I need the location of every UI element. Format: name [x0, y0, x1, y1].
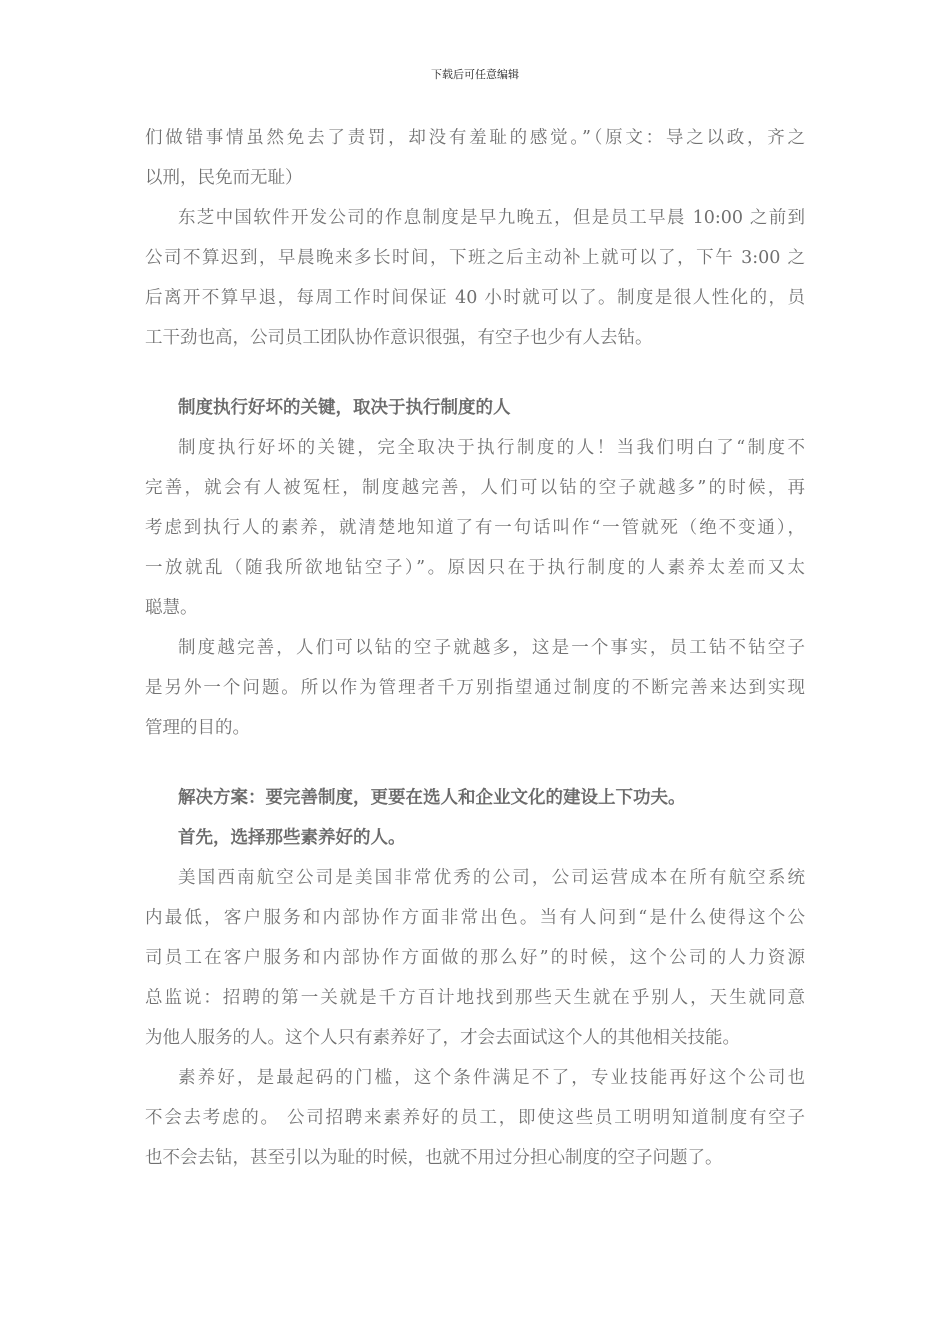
document-body	[145, 118, 805, 1178]
first-step-heading: 首先，选择那些素养好的人。	[178, 828, 406, 848]
text-line: 工干劲也高，公司员工团队协作意识很强，有空子也少有人去钻。	[145, 328, 653, 348]
text-line: 管理的目的。	[145, 718, 250, 738]
text-line: 总监说：招聘的第一关就是千方百计地找到那些天生就在乎别人，天生就同意	[145, 988, 805, 1008]
text-line: 考虑到执行人的素养，就清楚地知道了有一句话叫作“一管就死（绝不变通），	[145, 518, 805, 538]
text-line: 一放就乱（随我所欲地钻空子）”。原因只在于执行制度的人素养太差而又太	[145, 558, 805, 578]
text-line: 公司不算迟到，早晨晚来多长时间，下班之后主动补上就可以了，下午 3:00 之	[145, 248, 805, 268]
paragraph-1	[145, 118, 805, 198]
text-line: 美国西南航空公司是美国非常优秀的公司，公司运营成本在所有航空系统	[178, 868, 805, 888]
paragraph-6	[145, 1058, 805, 1178]
section-heading: 制度执行好坏的关键，取决于执行制度的人	[178, 398, 511, 418]
paragraph-2	[145, 198, 805, 358]
text-line: 也不会去钻，甚至引以为耻的时候，也就不用过分担心制度的空子问题了。	[145, 1148, 723, 1168]
text-line: 是另外一个问题。所以作为管理者千万别指望通过制度的不断完善来达到实现	[145, 678, 805, 698]
text-line: 内最低，客户服务和内部协作方面非常出色。当有人问到“是什么使得这个公	[145, 908, 805, 928]
text-line: 们做错事情虽然免去了责罚，却没有羞耻的感觉。”（原文：导之以政，齐之	[145, 128, 805, 148]
paragraph-gap	[145, 748, 805, 778]
text-line: 完善，就会有人被冤枉，制度越完善，人们可以钻的空子就越多”的时候，再	[145, 478, 805, 498]
text-line: 为他人服务的人。这个人只有素养好了，才会去面试这个人的其他相关技能。	[145, 1028, 740, 1048]
paragraph-3	[145, 428, 805, 628]
text-line: 东芝中国软件开发公司的作息制度是早九晚五，但是员工早晨 10:00 之前到	[178, 208, 805, 228]
text-line: 聪慧。	[145, 598, 198, 618]
paragraph-5	[145, 858, 805, 1058]
paragraph-gap	[145, 358, 805, 388]
text-line: 不会去考虑的。 公司招聘来素养好的员工，即使这些员工明明知道制度有空子	[145, 1108, 805, 1128]
text-line: 制度执行好坏的关键，完全取决于执行制度的人！当我们明白了“制度不	[178, 438, 805, 458]
text-line: 制度越完善，人们可以钻的空子就越多，这是一个事实，员工钻不钻空子	[178, 638, 805, 658]
solution-heading: 解决方案：要完善制度，更要在选人和企业文化的建设上下功夫。	[178, 788, 686, 808]
text-line: 司员工在客户服务和内部协作方面做的那么好”的时候，这个公司的人力资源	[145, 948, 805, 968]
paragraph-4	[145, 628, 805, 748]
text-line: 素养好，是最起码的门槛，这个条件满足不了，专业技能再好这个公司也	[178, 1068, 805, 1088]
text-line: 以刑，民免而无耻）	[145, 168, 303, 188]
text-line: 后离开不算早退，每周工作时间保证 40 小时就可以了。制度是很人性化的，员	[145, 288, 805, 308]
page-header: 下载后可任意编辑	[431, 68, 519, 81]
